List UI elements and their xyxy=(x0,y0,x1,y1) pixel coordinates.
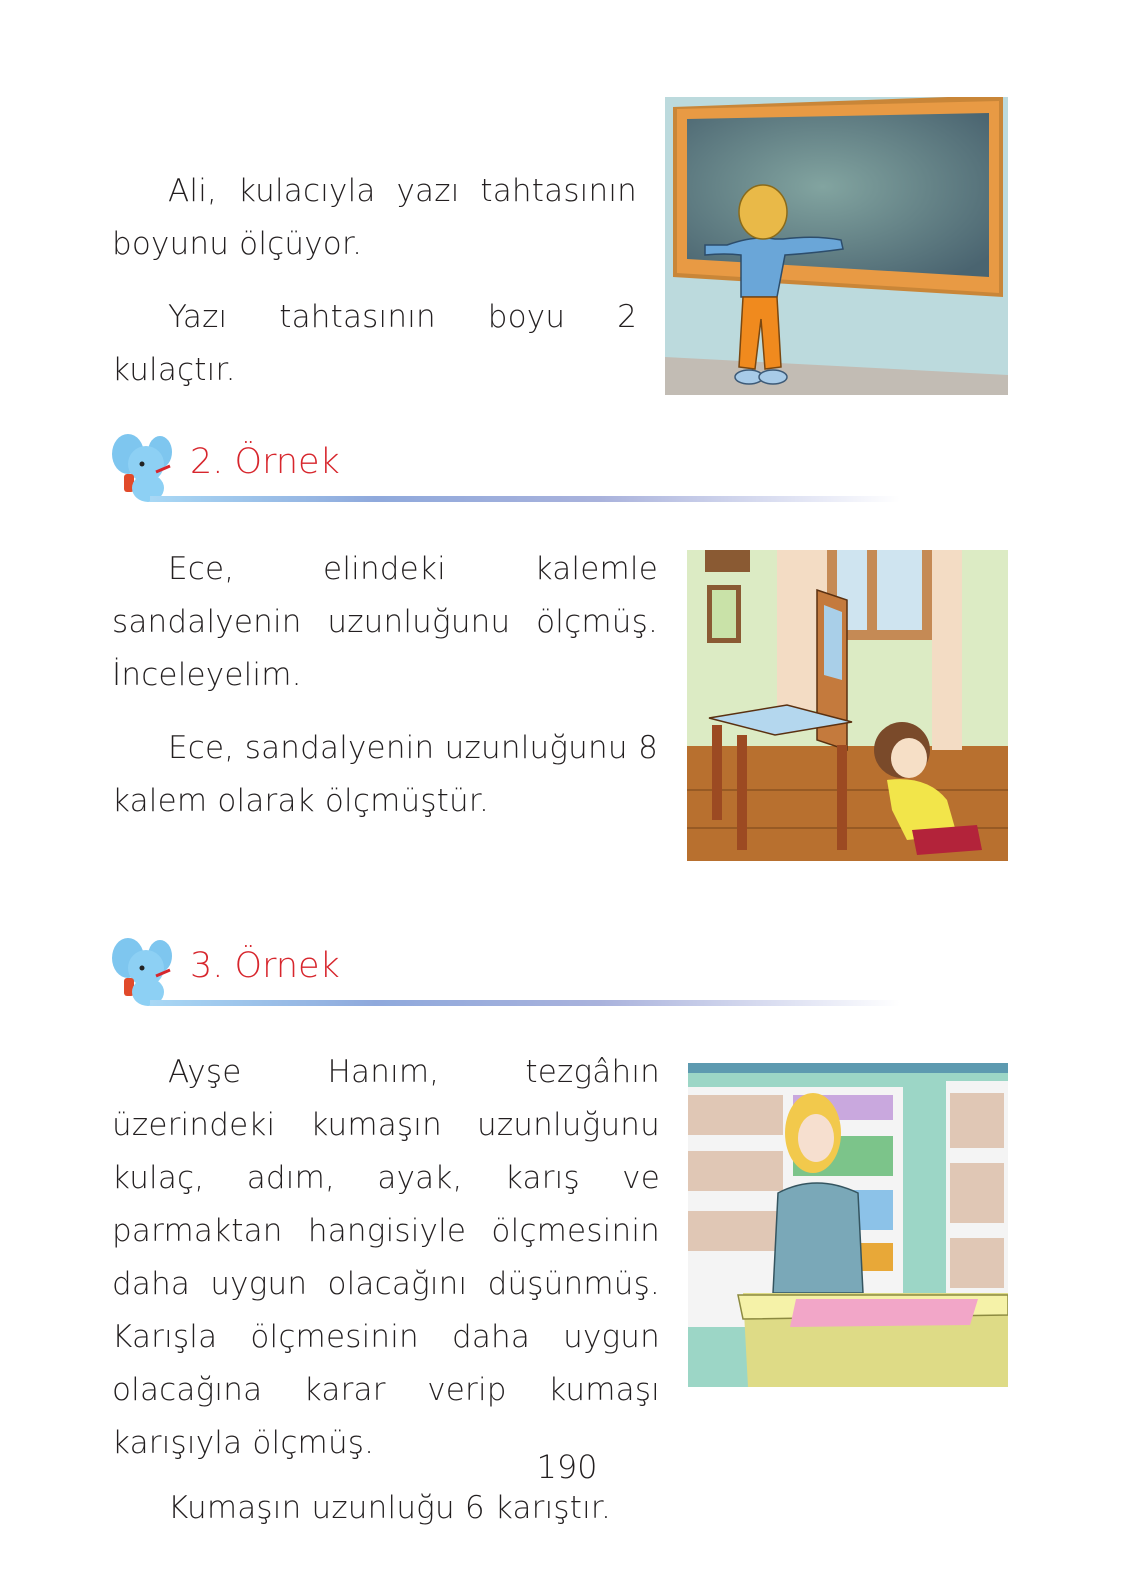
boy-blackboard-icon xyxy=(665,97,1008,395)
page-number: 190 xyxy=(536,1448,598,1486)
example2-text xyxy=(112,543,658,828)
example3-paragraph-1: Ayşe Hanım, tezgâhın üzerindeki kumaşın uzunluğunu kulaç, adım, ayak, karış ve parmaktan hangisiyle ölçmesinin daha uygun olacağını düşünmüş. Karışla ölçmesinin daha uygun olacağına karar verip kumaşı karışıyla ölçmüş. xyxy=(112,1054,660,1461)
example1-paragraph-2: Yazı tahtasının boyu 2 kulaçtır. xyxy=(112,299,637,388)
woman-fabric-icon xyxy=(688,1063,1008,1387)
elephant-mascot-icon xyxy=(110,428,182,506)
example1-paragraph-1: Ali, kulacıyla yazı tahtasının boyunu ölçüyor. xyxy=(112,173,637,262)
heading-divider xyxy=(150,496,900,502)
example2-paragraph-2: Ece, sandalyenin uzunluğunu 8 kalem olarak ölçmüştür. xyxy=(112,730,658,819)
elephant-mascot-icon xyxy=(110,932,182,1010)
example3-heading xyxy=(110,932,900,1012)
girl-chair-icon xyxy=(687,550,1008,861)
example2-heading xyxy=(110,428,900,508)
example1-text xyxy=(112,165,637,397)
heading-divider xyxy=(150,1000,900,1006)
blackboard-illustration xyxy=(665,97,1008,395)
example3-title: 3. Örnek xyxy=(190,946,340,986)
chair-illustration xyxy=(687,550,1008,861)
example3-paragraph-2: Kumaşın uzunluğu 6 karıştır. xyxy=(168,1490,612,1526)
example2-paragraph-1: Ece, elindeki kalemle sandalyenin uzunluğunu ölçmüş. İnceleyelim. xyxy=(112,551,658,693)
example2-title: 2. Örnek xyxy=(190,442,340,482)
fabric-shop-illustration xyxy=(688,1063,1008,1387)
